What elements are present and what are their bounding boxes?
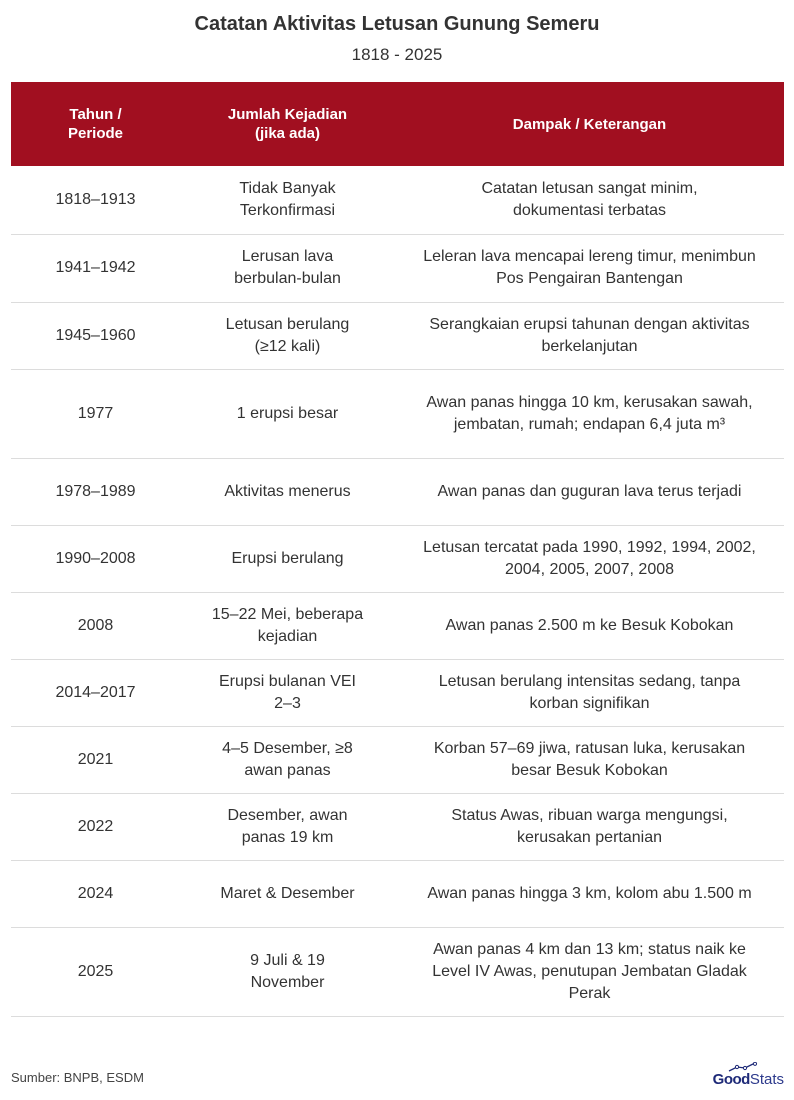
cell-impact: Serangkaian erupsi tahunan dengan aktivitas berkelanjutan [395,302,784,369]
cell-impact: Awan panas 2.500 m ke Besuk Kobokan [395,592,784,659]
cell-count: Maret & Desember [180,860,395,927]
cell-period: 2022 [11,793,180,860]
header-row [11,82,784,166]
page-title: Catatan Aktivitas Letusan Gunung Semeru [194,13,600,35]
cell-count: Desember, awan panas 19 km [180,793,395,860]
table-row [11,592,784,659]
cell-period: 2024 [11,860,180,927]
logo-text-stats: Stats [749,1071,784,1088]
table-row [11,659,784,726]
goodstats-logo [713,1064,784,1088]
cell-impact: Awan panas dan guguran lava terus terjadi [395,458,784,525]
column-header-count [180,82,395,166]
column-header-period [11,82,180,166]
cell-count: Erupsi bulanan VEI 2–3 [180,659,395,726]
cell-count: 15–22 Mei, beberapa kejadian [180,592,395,659]
trend-line-icon [727,1062,759,1072]
cell-count: 1 erupsi besar [180,369,395,458]
table-row [11,302,784,369]
table-row [11,793,784,860]
cell-period: 2025 [11,927,180,1016]
cell-count: Aktivitas menerus [180,458,395,525]
cell-impact: Catatan letusan sangat minim, dokumentasi terbatas [395,166,784,234]
cell-count: Erupsi berulang [180,525,395,592]
cell-impact: Leleran lava mencapai lereng timur, menimbun Pos Pengairan Bantengan [395,234,784,302]
cell-count: Letusan berulang (≥12 kali) [180,302,395,369]
cell-period: 1978–1989 [11,458,180,525]
cell-period: 1977 [11,369,180,458]
table-row [11,369,784,458]
cell-count: Lerusan lava berbulan-bulan [180,234,395,302]
source-note: Sumber: BNPB, ESDM [11,1070,144,1085]
page-subtitle: 1818 - 2025 [351,45,443,64]
cell-count: 4–5 Desember, ≥8 awan panas [180,726,395,793]
table-row [11,458,784,525]
cell-impact: Awan panas hingga 3 km, kolom abu 1.500 m [395,860,784,927]
column-header-impact [395,82,784,166]
eruption-table [11,82,784,1017]
cell-impact: Korban 57–69 jiwa, ratusan luka, kerusakan besar Besuk Kobokan [395,726,784,793]
cell-period: 2014–2017 [11,659,180,726]
column-header-label: Dampak / Keterangan [512,115,667,133]
table-header [11,82,784,166]
cell-impact: Status Awas, ribuan warga mengungsi, kerusakan pertanian [395,793,784,860]
cell-period: 1990–2008 [11,525,180,592]
logo-text-good: Good [712,1071,750,1088]
table-row [11,525,784,592]
table-body [11,166,784,1016]
cell-count: 9 Juli & 19 November [180,927,395,1016]
table-row [11,726,784,793]
cell-period: 1818–1913 [11,166,180,234]
cell-impact: Awan panas 4 km dan 13 km; status naik ke Level IV Awas, penutupan Jembatan Gladak Perak [395,927,784,1016]
cell-count: Tidak Banyak Terkonfirmasi [180,166,395,234]
cell-period: 2021 [11,726,180,793]
cell-impact: Awan panas hingga 10 km, kerusakan sawah, jembatan, rumah; endapan 6,4 juta m³ [395,369,784,458]
cell-period: 1945–1960 [11,302,180,369]
column-header-label: Tahun / Periode [67,106,124,142]
cell-impact: Letusan berulang intensitas sedang, tanpa korban signifikan [395,659,784,726]
table-row [11,234,784,302]
column-header-label: Jumlah Kejadian (jika ada) [227,106,348,142]
table-row [11,166,784,234]
cell-period: 1941–1942 [11,234,180,302]
cell-period: 2008 [11,592,180,659]
table-row [11,860,784,927]
table-row [11,927,784,1016]
cell-impact: Letusan tercatat pada 1990, 1992, 1994, 2002, 2004, 2005, 2007, 2008 [395,525,784,592]
